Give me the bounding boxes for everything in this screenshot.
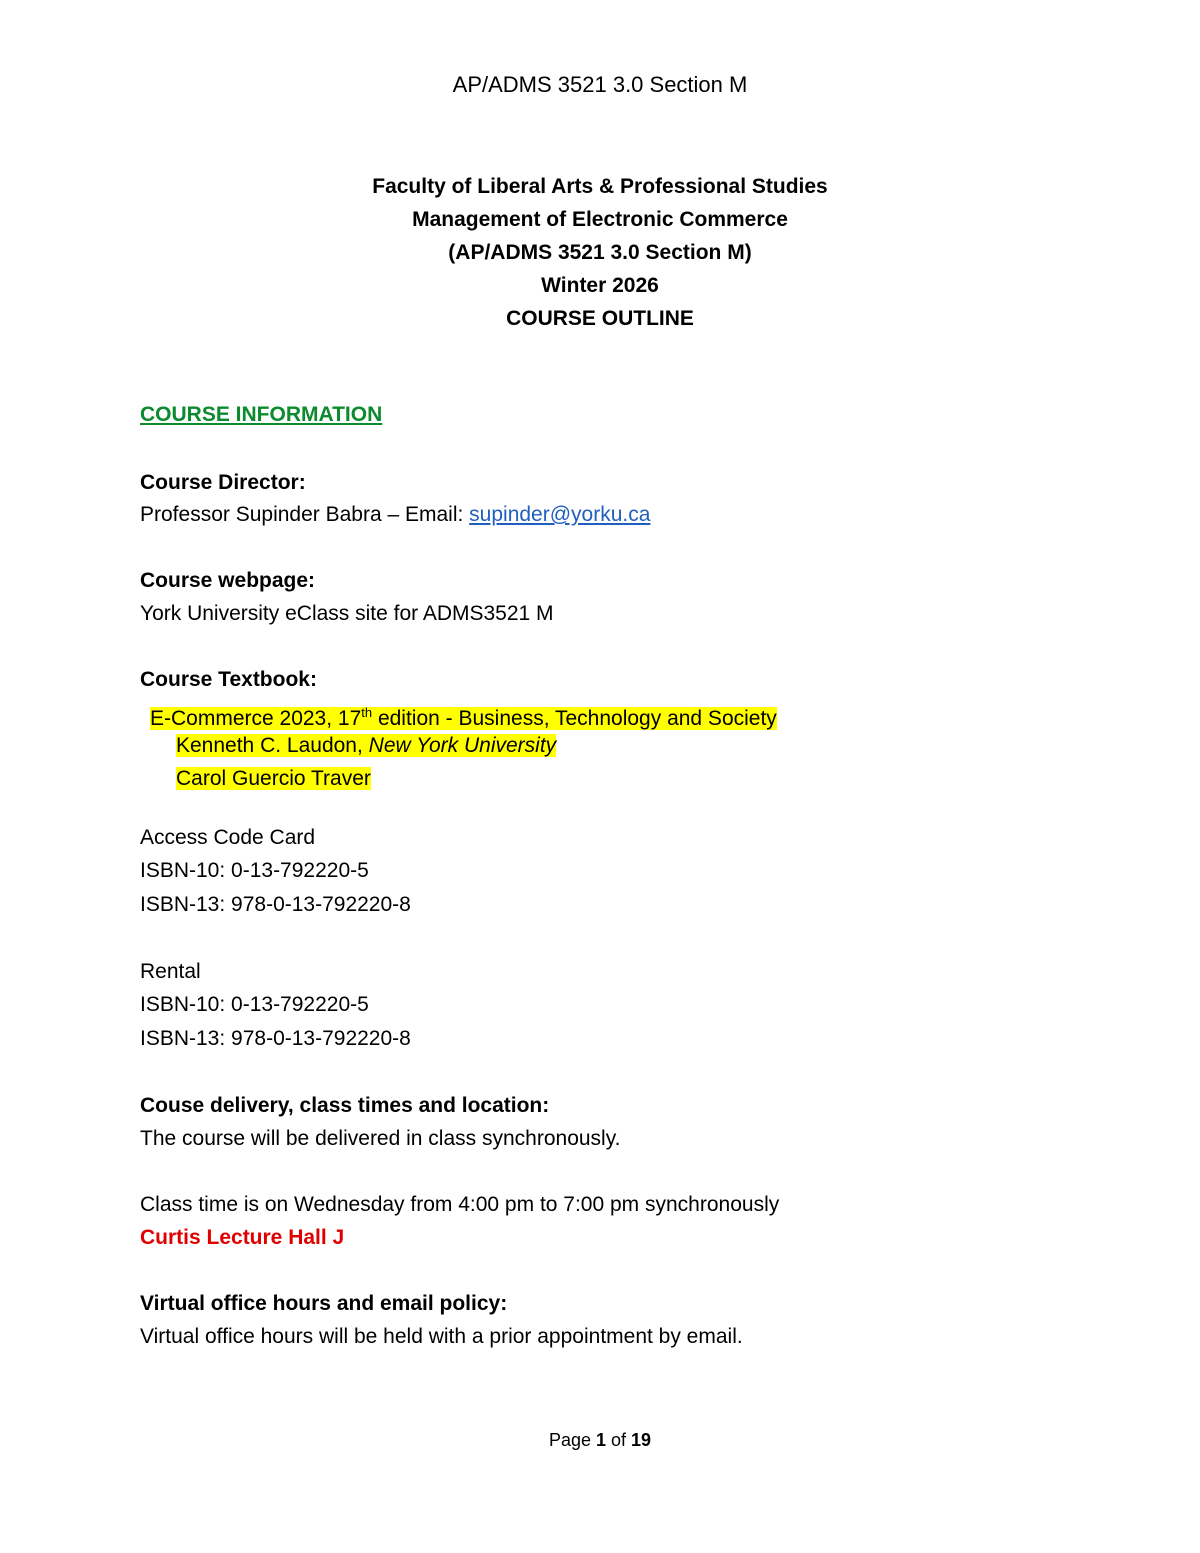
page-total: 19 — [631, 1430, 652, 1450]
delivery-label: Couse delivery, class times and location: — [140, 1094, 550, 1117]
director-email-link[interactable]: supinder@yorku.ca — [469, 503, 651, 526]
course-webpage-text: York University eClass site for ADMS3521 M — [140, 602, 554, 625]
course-information-heading: COURSE INFORMATION — [140, 403, 383, 426]
faculty-title: Faculty of Liberal Arts & Professional Studies — [372, 175, 828, 198]
author1-affiliation: New York University — [368, 734, 557, 757]
page-number: 1 — [595, 1430, 606, 1450]
delivery-text: The course will be delivered in class synchronously. — [140, 1127, 621, 1150]
textbook-title-part-b: edition - Business, Technology and Society — [372, 707, 777, 730]
author1-name: Kenneth C. Laudon, — [176, 734, 369, 757]
textbook-title-part-a: E-Commerce 2023, 17 — [150, 707, 362, 730]
rental-isbn13: ISBN-13: 978-0-13-792220-8 — [140, 1027, 411, 1050]
access-isbn10: ISBN-10: 0-13-792220-5 — [140, 859, 369, 882]
rental-label: Rental — [140, 960, 201, 983]
title-block — [0, 170, 1200, 335]
course-director-text: Professor Supinder Babra – Email: — [140, 503, 470, 526]
course-director-label: Course Director: — [140, 471, 306, 494]
rental-isbn10: ISBN-10: 0-13-792220-5 — [140, 993, 369, 1016]
textbook-author2: Carol Guercio Traver — [176, 767, 371, 790]
course-textbook-label: Course Textbook: — [140, 668, 317, 691]
access-code-label: Access Code Card — [140, 826, 316, 849]
textbook-author2-line — [176, 764, 371, 794]
textbook-edition-sup: th — [361, 705, 373, 720]
page-of-label: of — [606, 1430, 632, 1450]
course-name-title: Management of Electronic Commerce — [412, 208, 788, 231]
doc-type-title: COURSE OUTLINE — [506, 307, 694, 330]
page-footer — [0, 1430, 1200, 1451]
course-code-title: (AP/ADMS 3521 3.0 Section M) — [448, 241, 752, 264]
textbook-author1 — [176, 734, 556, 757]
term-title: Winter 2026 — [541, 274, 659, 297]
textbook-title-line — [150, 698, 777, 734]
access-isbn13: ISBN-13: 978-0-13-792220-8 — [140, 893, 411, 916]
location-text: Curtis Lecture Hall J — [140, 1226, 345, 1249]
office-hours-label: Virtual office hours and email policy: — [140, 1292, 508, 1315]
course-webpage-label: Course webpage: — [140, 569, 316, 592]
page-header: AP/ADMS 3521 3.0 Section M — [452, 72, 748, 97]
page-label: Page — [548, 1430, 596, 1450]
course-director-line — [140, 500, 650, 530]
textbook-author1-line — [176, 731, 556, 761]
class-time-text: Class time is on Wednesday from 4:00 pm to 7:00 pm synchronously — [140, 1193, 780, 1216]
office-hours-text: Virtual office hours will be held with a prior appointment by email. — [140, 1325, 743, 1348]
textbook-title — [150, 707, 777, 730]
